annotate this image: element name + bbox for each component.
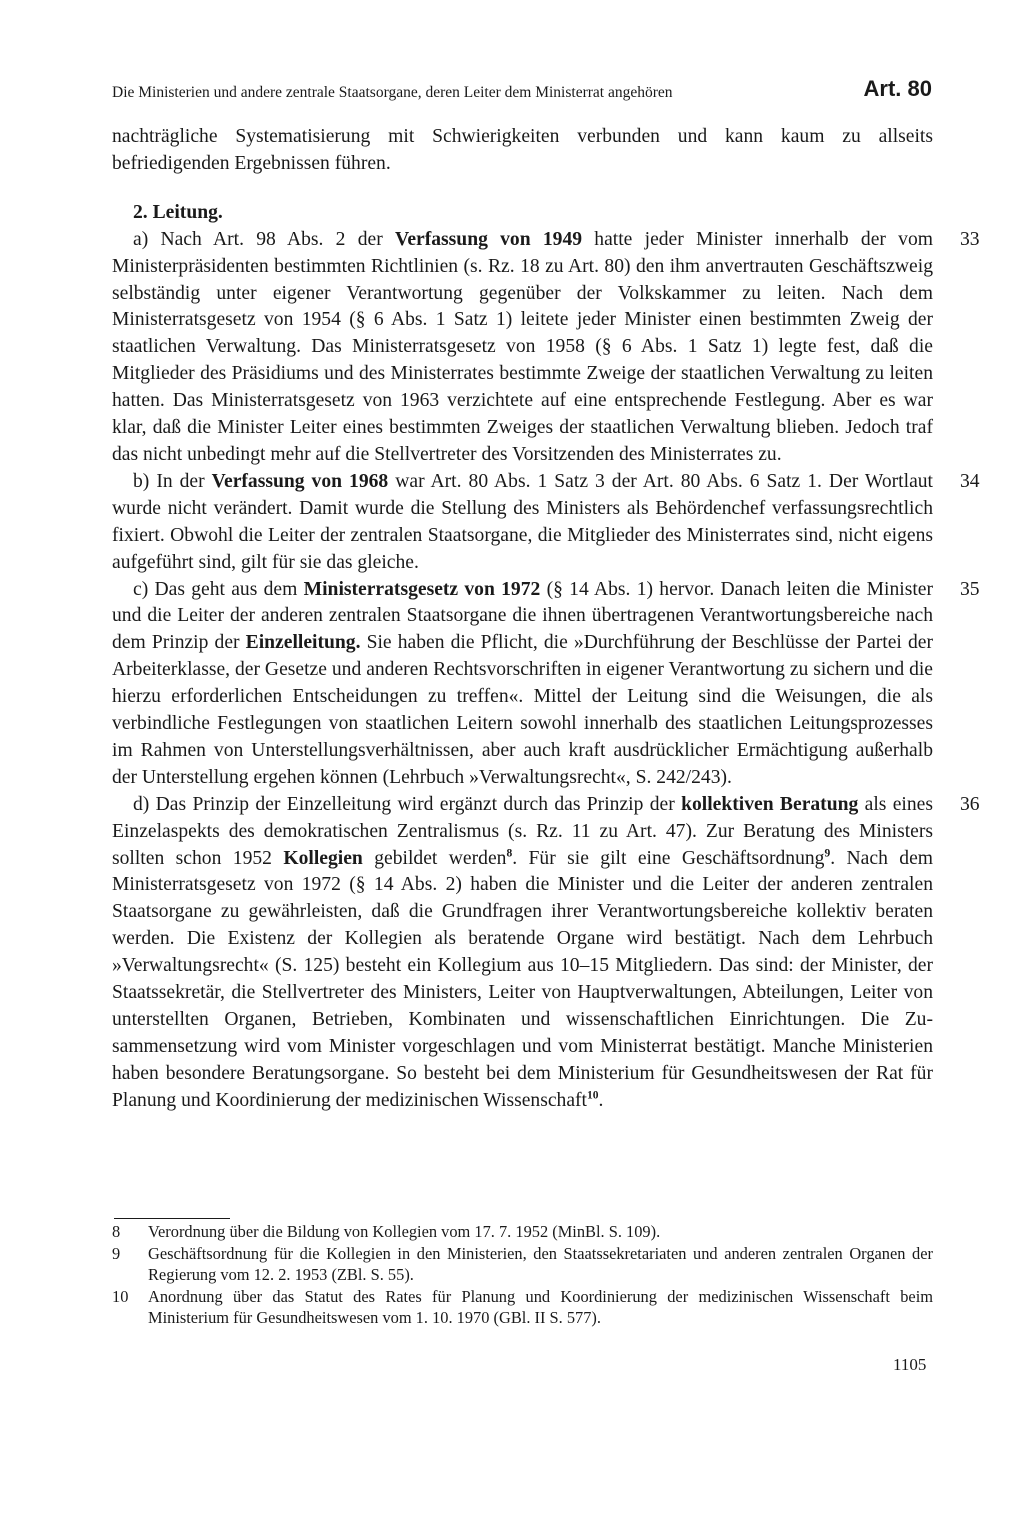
paragraph-text: b) In der xyxy=(133,470,212,492)
paragraph-text: hatte jeder Minister innerhalb der vom Ministerpräsidenten bestimmten Richtlinien (s. Rz. 18 zu Art. 80) den ihm anvertrauten Geschäftszweig selbständig unter eigener Verantwortung gegenüber der Volkskammer zu leiten. Nach dem Ministerratsgesetz von 1954 (§ 6 Abs. 1 Satz 1) leitete jeder Minister einen bestimmten Zweig der staatlichen Verwaltung. Das Ministerratsgesetz von 1958 (§ 6 Abs. 1 Satz 1) legte fest, daß die Mitglieder des Präsidiums und des Ministerrates bestimmte Zweige der staatlichen Verwaltung zu leiten hatten. Das Ministerratsgesetz von 1963 verzichtete auf eine entsprechende Festlegung. Aber es war klar, daß die Minister Leiter eines bestimmten Zweiges der staatlichen Verwaltung blieben. Jedoch traf das nicht unbedingt mehr auf die Stellvertreter des Vorsitzenden des Ministerrates zu. xyxy=(112,228,933,465)
paragraph-text: d) Das Prinzip der Einzelleitung wird ergänzt durch das Prinzip der xyxy=(133,793,682,815)
article-label: Art. 80 xyxy=(863,76,932,101)
section-heading xyxy=(112,200,933,227)
footnote-divider xyxy=(114,1218,230,1219)
margin-number: 36 xyxy=(960,793,980,815)
paragraph-36 xyxy=(112,792,980,1115)
bold-term: Kollegien xyxy=(283,847,363,869)
footnote xyxy=(112,1286,933,1329)
paragraph-text: a) Nach Art. 98 Abs. 2 der xyxy=(133,228,395,250)
paragraph-text: war Art. 80 Abs. 1 Satz 3 der Art. 80 Abs. 6 Satz 1. Der Wortlaut wurde nicht verändert. Damit wurde die Stellung des Ministers als Behördenchef verfassungsrechtlich fixiert. Obwohl die Leiter der zentralen Staatsorgane, die Mitglieder des Ministerrates sind, nicht eigens aufgeführt sind, gilt für sie das gleiche. xyxy=(112,470,934,573)
paragraph-text: Sie haben die Pflicht, die »Durchführung der Beschlüsse der Partei der Arbeiterklasse, der Gesetze und anderen Rechtsvorschriften in eigener Verantwortung zu sichern und die hierzu erforderlichen Entscheidungen zu treffen«. Mittel der Leitung sind die Weisungen, die als verbindliche Festlegungen von staatlichen Leitern sowohl innerhalb des staatlichen Leitungsprozesses im Rahmen von Unterstellungsverhältnissen, aber auch kraft ausdrücklicher Ermächtigung außerhalb der Unterstellung ergehen können (Lehrbuch »Verwaltungsrecht«, S. 242/243). xyxy=(112,632,933,788)
footnote-ref-9[interactable]: 9 xyxy=(824,847,831,860)
footnote-text: Anordnung über das Statut des Rates für Planung und Koordinierung der medizinischen Wissenschaft beim Ministerium für Gesundheitswesen vom 1. 10. 1970 (GBl. II S. 577). xyxy=(148,1286,933,1327)
main-text xyxy=(112,124,980,1115)
margin-number: 33 xyxy=(960,228,980,250)
bold-term: Einzelleitung. xyxy=(245,632,361,654)
bold-term: Ministerratsgesetz von 1972 xyxy=(303,578,541,600)
footnote-ref-10[interactable]: 10 xyxy=(587,1089,599,1102)
margin-number: 34 xyxy=(960,470,980,492)
footnote-text: Geschäftsordnung für die Kollegien in den Ministerien, den Staatssekretariaten und anderen zentralen Organen der Regierung vom 12. 2. 1953 (ZBl. S. 55). xyxy=(148,1243,933,1284)
footnote-text: Verordnung über die Bildung von Kollegien vom 17. 7. 1952 (MinBl. S. 109). xyxy=(148,1222,661,1241)
running-title: Die Ministerien und andere zentrale Staatsorgane, deren Leiter dem Ministerrat angehören xyxy=(112,84,673,101)
margin-number: 35 xyxy=(960,578,980,600)
paragraph-text: als eines Einzelaspekts des demokratischen Zentralismus (s. Rz. 11 zu Art. 47). Zur Beratung des Ministers sollten schon 1952 xyxy=(112,793,933,869)
bold-term: Verfassung von 1949 xyxy=(394,228,583,250)
paragraph-35 xyxy=(112,577,980,792)
paragraph-34 xyxy=(112,469,980,577)
bold-term: kollektiven Beratung xyxy=(681,793,859,815)
footnote-ref-8[interactable]: 8 xyxy=(506,847,513,860)
paragraph-text: (§ 14 Abs. 1) hervor. Danach leiten die Minister und die Leiter der anderen zentralen Staatsorgane die ihnen übertragenen Verantwortungsbereiche nach dem Prinzip der xyxy=(112,578,933,654)
footnote xyxy=(112,1221,933,1243)
paragraph-text: . Für sie gilt eine Geschäftsordnung xyxy=(512,847,825,869)
paragraph-text: . xyxy=(598,1089,604,1111)
running-header xyxy=(112,76,932,106)
intro-paragraph: nachträgliche Systematisierung mit Schwierigkeiten verbunden und kann kaum zu allseits befriedigenden Ergebnissen führen. xyxy=(112,126,933,174)
page-number: 1105 xyxy=(893,1355,927,1374)
bold-term: Verfassung von 1968 xyxy=(211,470,389,492)
footnotes xyxy=(112,1221,933,1329)
footnote-number: 10 xyxy=(112,1286,129,1306)
paragraph-text: . Nach dem Ministerratsgesetz von 1972 (§ 14 Abs. 2) haben die Minister und die Leiter der anderen zentralen Staatsorgane zu gewährleisten, daß die Grundfragen ihrer Verantwortungsbereiche kollektiv beraten werden. Die Existenz der Kollegien als beratende Organe wird bestätigt. Nach dem Lehrbuch »Verwaltungsrecht« (S. 125) besteht ein Kollegium aus 10–15 Mitgliedern. Das sind: der Minister, der Staatssekretär, die Stellvertreter des Ministers, Leiter von Hauptverwaltungen, Abteilungen, Leiter von unterstellten Organen, Betrieben, Kombinaten und wissenschaftlichen Einrichtungen. Die Zusammensetzung wird vom Minister vorgeschlagen und vom Ministerrat bestätigt. Manche Ministerien haben besondere Beratungsorgane. So besteht bei dem Ministerium für Gesundheitswesen der Rat für Planung und Koordinierung der medizinischen Wissenschaft xyxy=(112,847,934,1111)
paragraph-33 xyxy=(112,227,980,469)
footnote-number: 8 xyxy=(112,1222,121,1241)
footnote xyxy=(112,1243,933,1286)
section-heading-text: 2. Leitung. xyxy=(133,201,223,223)
footnote-number: 9 xyxy=(112,1243,121,1263)
paragraph-text: c) Das geht aus dem xyxy=(133,578,304,600)
paragraph-text: gebildet werden xyxy=(362,847,507,869)
